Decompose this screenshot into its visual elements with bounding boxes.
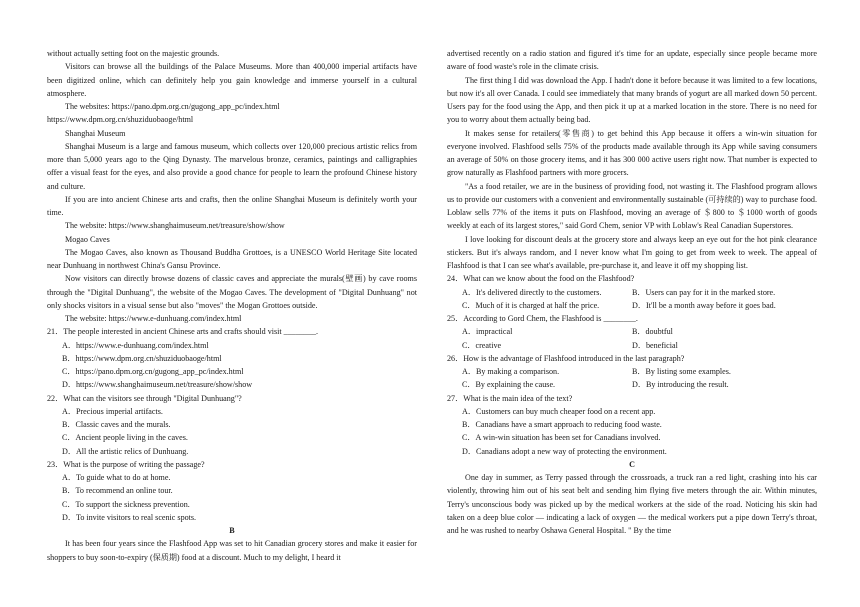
website-line: https://www.dpm.org.cn/shuziduobaoge/html — [47, 115, 194, 125]
question-27: 27．What is the main idea of the text? — [447, 393, 573, 403]
option: B．Users can pay for it in the marked store. — [632, 287, 776, 297]
option: D．Canadians adopt a new way of protecting the environment. — [462, 446, 667, 456]
paragraph: It makes sense for retailers(零售商) to get behind this App because it offers a win-win situation for everyone involved. Flashfood sells 75% of the products made available through its App while saving consumers an average of 50% on those grocery items, and it has 300 000 active users right now. That number is expected to grow naturally as Flashfood partners with more grocers. — [447, 128, 817, 178]
option: C．Much of it is charged at half the price. — [462, 300, 600, 310]
option: A．Precious imperial artifacts. — [62, 406, 163, 416]
website-line: The website: https://www.e-dunhuang.com/index.html — [65, 314, 242, 323]
option: C．creative — [462, 340, 502, 350]
paragraph: One day in summer, as Terry passed through the crossroads, a truck ran a red light, crashing into his car violently, throwing him out of his seat belt and sending him flying five meters through the air. Within minutes, Terry's unconscious body was picked up by the medical workers at the side of the road. Noticing his skin had taken on a deep blue color — indicating a lack of oxygen — the medical workers put a pipe down Terry's throat, and he was rushed to nearby Oshawa General Hospital. " By the time — [447, 473, 817, 535]
option: A．https://www.e-dunhuang.com/index.html — [62, 340, 209, 350]
option: A．By making a comparison. — [462, 367, 560, 376]
paragraph: Now visitors can directly browse dozens of classic caves and appreciate the murals(壁画) by cave rooms through the "Digital Dunhuang", the website of the Mogao Caves. The development of "Digital Dunhuang" not only shocks visitors in a visual sense but also "moves" the Mogan Grottoes outside. — [47, 274, 417, 310]
website-line: The website: https://www.shanghaimuseum.net/treasure/show/show — [65, 221, 285, 231]
option: D．All the artistic relics of Dunhuang. — [62, 446, 189, 456]
option: B．Canadians have a smart approach to reducing food waste. — [462, 420, 662, 429]
question-23: 23．What is the purpose of writing the passage? — [47, 459, 205, 469]
option: B．Classic caves and the murals. — [62, 420, 171, 429]
option: B．By listing some examples. — [632, 367, 731, 376]
section-heading: Mogao Caves — [65, 234, 110, 244]
option-row — [447, 299, 817, 312]
paragraph: I love looking for discount deals at the grocery store and always keep an eye out for the hot pink clearance stickers. But it's always random, and I never know what I'm going to get from week to week. The appeal of Flashfood is that I can see what's available, pre-purchase it, and leave it off my shopping list. — [447, 234, 817, 270]
option-row — [447, 365, 817, 378]
paragraph: without actually setting foot on the majestic grounds. — [47, 49, 220, 58]
option: A．It's delivered directly to the customers. — [462, 287, 602, 297]
option-row — [447, 286, 817, 299]
option: A．To guide what to do at home. — [62, 473, 171, 482]
paragraph: "As a food retailer, we are in the business of providing food, not wasting it. The Flashfood program allows us to provide our customers with a convenient and environmentally sustainable (可持续的) way to purchase food. Loblaw sells 77% of the items it puts on Flashfood, moving an average of ＄800 to ＄1000 worth of goods weekly at each of its largest stores," said Gord Chem, senior VP with Loblaw's Real Canadian Superstores. — [447, 181, 817, 231]
section-heading: Shanghai Museum — [65, 128, 126, 138]
option: D．https://www.shanghaimuseum.net/treasure/show/show — [62, 380, 253, 390]
option: A．impractical — [462, 327, 513, 337]
website-line: The websites: https://pano.dpm.org.cn/gugong_app_pc/index.html — [65, 102, 280, 111]
option-row — [447, 325, 817, 338]
option: D．By introducing the result. — [632, 380, 729, 390]
paragraph: advertised recently on a radio station and figured it's time for an update, especially since people became more aware of food waste's role in the climate crisis. — [447, 49, 817, 72]
option: C．By explaining the cause. — [462, 380, 556, 390]
paragraph: The first thing I did was download the App. I hadn't done it before because it was limited to a few locations, but now it's all over Canada. I could see immediately that many brands of yogurt are all marked down 50 percent. Users pay for the food using the App, and then pick it up at a marked location in the store. There is no need for you to worry about them actually being bad. — [447, 75, 817, 125]
option: C．https://pano.dpm.org.cn/gugong_app_pc/index.html — [62, 367, 244, 376]
option: D．beneficial — [632, 340, 678, 350]
question-21: 21．The people interested in ancient Chinese arts and crafts should visit ________. — [47, 327, 319, 337]
option: D．To invite visitors to real scenic spots. — [62, 512, 197, 522]
section-label-c: C — [629, 459, 635, 469]
option-row — [447, 339, 817, 352]
option: B．To recommend an online tour. — [62, 486, 173, 496]
paragraph: The Mogao Caves, also known as Thousand Buddha Grottoes, is a UNESCO World Heritage Site located near Dunhuang in northwest China's Gansu Province. — [47, 247, 417, 270]
option: C．Ancient people living in the caves. — [62, 433, 188, 443]
option-row — [447, 378, 817, 391]
left-column — [47, 47, 417, 564]
option: C．To support the sickness prevention. — [62, 499, 190, 509]
paragraph: Visitors can browse all the buildings of the Palace Museums. More than 400,000 imperial artifacts have been digitized online, which can definitely help you gain knowledge and immerse yourself in a cultural atmosphere. — [47, 62, 417, 98]
paragraph: Shanghai Museum is a large and famous museum, which collects over 120,000 precious artistic relics from more than 5,000 years ago to the Qing Dynasty. The marvelous bronze, ceramics, paintings and calligraphies offer a visual feast for the eyes, and also provide a good chance for people to learn the profound Chinese history and culture. — [47, 141, 417, 191]
option: C．A win-win situation has been set for Canadians involved. — [462, 433, 661, 443]
question-24: 24．What can we know about the food on the Flashfood? — [447, 274, 635, 284]
right-column — [447, 47, 817, 537]
question-22: 22．What can the visitors see through "Digital Dunhuang"? — [47, 393, 242, 403]
option: D．It'll be a month away before it goes bad. — [632, 300, 776, 310]
option: B．https://www.dpm.org.cn/shuziduobaoge/html — [62, 353, 222, 363]
option: B．doubtful — [632, 327, 673, 337]
paragraph: It has been four years since the Flashfood App was set to hit Canadian grocery stores and make it easier for shoppers to buy soon-to-expiry (保质期) food at a discount. Much to my delight, I heard it — [47, 539, 417, 562]
section-label-b: B — [229, 526, 235, 535]
question-25: 25．According to Gord Chem, the Flashfood is ________. — [447, 314, 638, 323]
option: A．Customers can buy much cheaper food on a recent app. — [462, 406, 656, 416]
paragraph: If you are into ancient Chinese arts and crafts, then the online Shanghai Museum is definitely worth your time. — [47, 194, 417, 217]
question-26: 26．How is the advantage of Flashfood introduced in the last paragraph? — [447, 353, 685, 363]
